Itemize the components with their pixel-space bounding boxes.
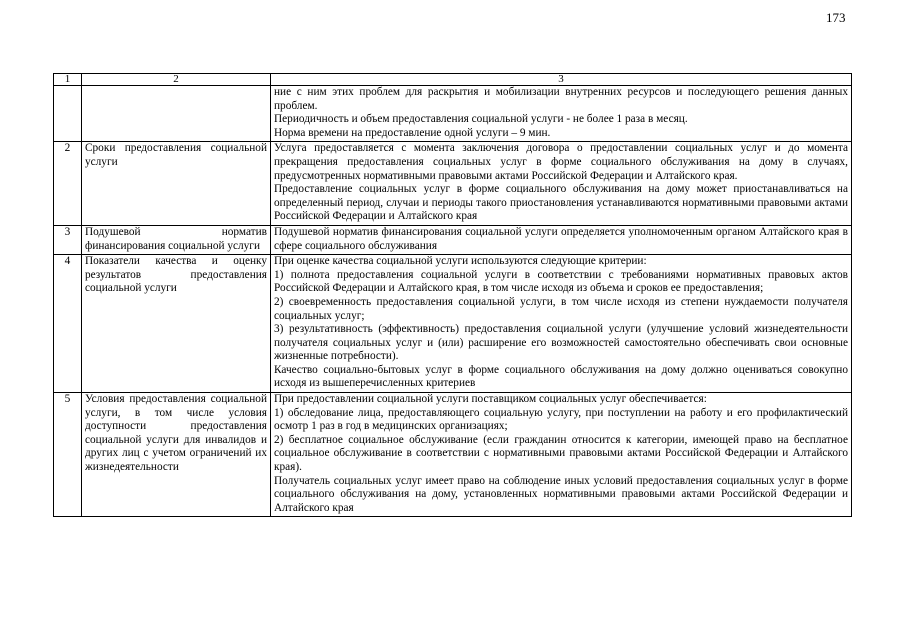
table-row [54, 86, 852, 142]
table-row [54, 393, 852, 517]
row-content [271, 225, 852, 254]
paragraph: Получатель социальных услуг имеет право на соблюдение иных условий предоставления социальных услуг в форме социального обслуживания на дому, установленных нормативными правовыми актами Российской Федерации и Алтайского края [274, 474, 848, 514]
paragraph: При оценке качества социальной услуги используются следующие критерии: [274, 255, 647, 268]
row-name [82, 86, 271, 142]
paragraph: Качество социально-бытовых услуг в форме социального обслуживания на дому должно оцениваться совокупно исходя из вышеперечисленных критериев [274, 363, 848, 390]
table-row [54, 225, 852, 254]
row-number [54, 86, 82, 142]
paragraph: 1) полнота предоставления социальной услуги в соответствии с требованиями нормативных правовых актов Российской Федерации и Алтайского края, в том числе исходя из объема и сроков ее предоставления; [274, 268, 848, 295]
row-content [271, 86, 852, 142]
row-name: Сроки предоставления социальной услуги [82, 142, 271, 226]
row-number: 2 [54, 142, 82, 226]
paragraph: 2) бесплатное социальное обслуживание (если гражданин относится к категории, имеющей право на бесплатное социальное обслуживание в соответствии с нормативными правовыми актами Российской Федерации и Алтайского края). [274, 433, 848, 474]
paragraph: Предоставление социальных услуг в форме социального обслуживания на дому может приостанавливаться на определенный период, случаи и периоды такого приостановления устанавливаются нормативными правовыми актами Российской Федерации и Алтайского края [274, 183, 848, 223]
paragraph: 1) обследование лица, предоставляющего социальную услугу, при поступлении на работу и его профилактический осмотр 1 раз в год в медицинских организациях; [274, 406, 848, 433]
row-number: 3 [54, 225, 82, 254]
paragraph: 3) результативность (эффективность) предоставления социальной услуги (улучшение условий жизнедеятельности получателя социальных услуг и (или) расширение его возможностей самостоятельно обеспечивать свои основные жизненные потребности). [274, 323, 848, 363]
table-header-row [54, 74, 852, 86]
paragraph: Подушевой норматив финансирования социальной услуги определяется уполномоченным органом Алтайского края в сфере социального обслуживания [274, 225, 848, 252]
row-name: Подушевой норматив финансирования социальной услуги [82, 225, 271, 254]
row-name: Условия предоставления социальной услуги, в том числе условия доступности предоставления социальной услуги для инвалидов и других лиц с учетом ограничений их жизнедеятельности [82, 393, 271, 517]
paragraph: Норма времени на предоставление одной услуги – 9 мин. [274, 126, 551, 139]
paragraph: ние с ним этих проблем для раскрытия и мобилизации внутренних ресурсов и последующего решения данных проблем. [274, 86, 848, 112]
paragraph: 2) своевременность предоставления социальной услуги, в том числе исходя из степени нуждаемости получателя социальных услуг; [274, 295, 848, 322]
paragraph: Периодичность и объем предоставления социальной услуги - не более 1 раза в месяц. [274, 113, 688, 126]
row-name: Показатели качества и оценку результатов предоставления социальной услуги [82, 255, 271, 393]
column-header: 2 [82, 74, 271, 86]
column-header: 3 [271, 74, 852, 86]
row-number: 4 [54, 255, 82, 393]
table-row [54, 255, 852, 393]
page-number: 173 [826, 10, 846, 25]
row-content [271, 142, 852, 226]
row-content [271, 255, 852, 393]
paragraph: При предоставлении социальной услуги поставщиком социальных услуг обеспечивается: [274, 393, 707, 406]
row-number: 5 [54, 393, 82, 517]
table-row [54, 142, 852, 226]
paragraph: Услуга предоставляется с момента заключения договора о предоставлении социальных услуг и до момента прекращения предоставления социальных услуг в форме социального обслуживания на дому в случаях, предусмотренных нормативными правовыми актами Российской Федерации и Алтайского края. [274, 142, 848, 182]
document-table [53, 73, 852, 517]
row-content [271, 393, 852, 517]
column-header: 1 [54, 74, 82, 86]
